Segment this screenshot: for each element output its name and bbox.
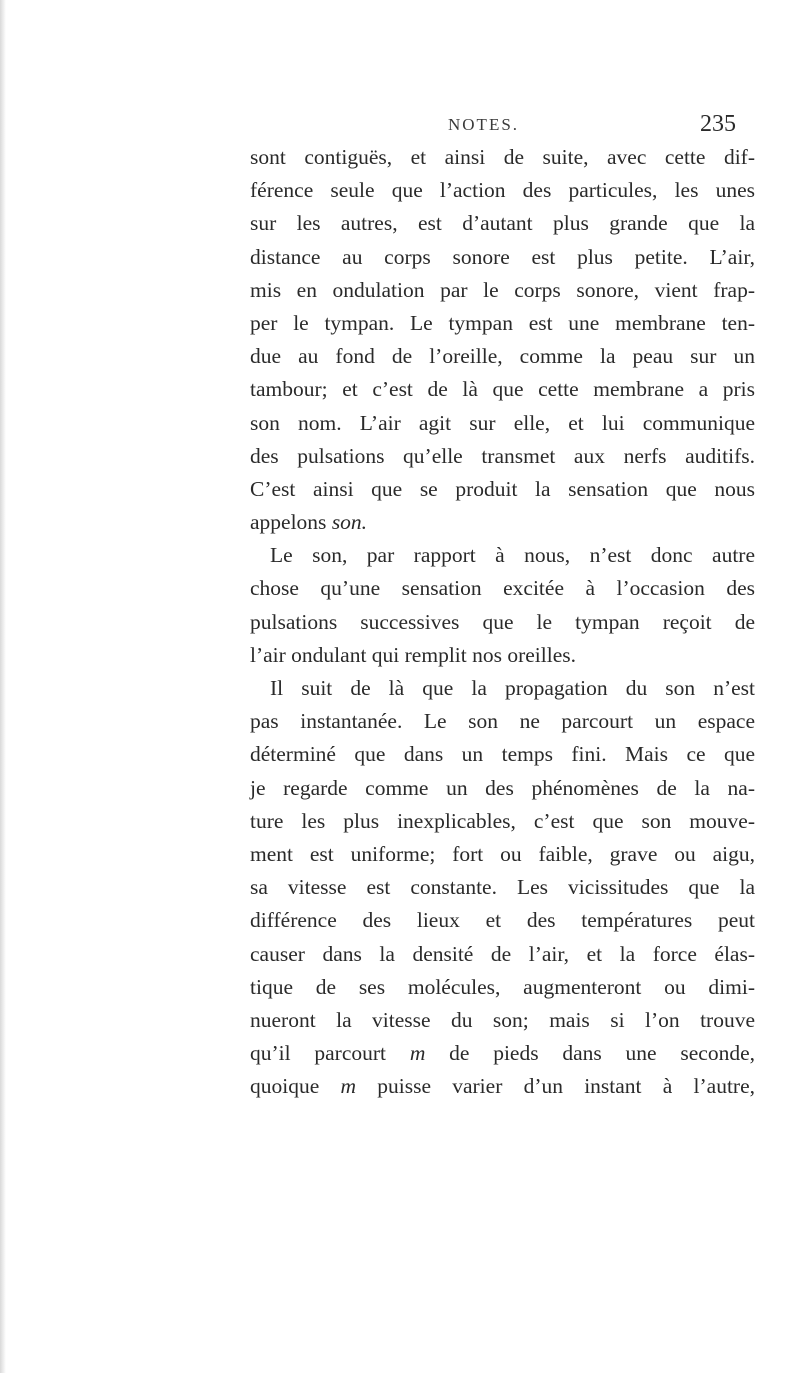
text-line: férence seule que l’action des particules, les unes [250,178,755,203]
text-fragment: quoique [250,1074,341,1099]
running-head-title: NOTES. [448,115,520,134]
text-line: son nom. L’air agit sur elle, et lui communique [250,410,755,435]
text-fragment: de pieds dans une seconde, [425,1041,755,1066]
text-line: distance au corps sonore est plus petite. L’air, [250,244,755,269]
text-line: différence des lieux et des températures peut [250,908,755,933]
text-line [250,506,755,539]
text-fragment: puisse varier d’un instant à l’autre, [356,1074,755,1099]
italic-variable-m: m [409,1041,426,1066]
italic-variable-m: m [340,1074,357,1099]
page-number: 235 [700,111,736,137]
text-line: Il suit de là que la propagation du son n’est [270,676,755,700]
text-line: per le tympan. Le tympan est une membrane ten- [250,310,755,335]
text-fragment: qu’il parcourt [250,1041,410,1066]
text-line: tique de ses molécules, augmenteront ou dimi- [250,974,755,999]
text-line: tambour; et c’est de là que cette membrane a pris [250,377,755,402]
text-line: l’air ondulant qui remplit nos oreilles. [250,642,577,667]
text-line: ture les plus inexplicables, c’est que son mouve- [250,808,755,833]
running-head [200,113,750,143]
text-line: sur les autres, est d’autant plus grande que la [250,211,755,236]
text-line: des pulsations qu’elle transmet aux nerfs auditifs. [250,443,755,468]
text-line: nueront la vitesse du son; mais si l’on trouve [250,1007,755,1032]
italic-term-son: son. [331,510,368,535]
text-line: sont contiguës, et ainsi de suite, avec cette dif- [250,145,755,169]
text-line: due au fond de l’oreille, comme la peau sur un [250,344,755,369]
text-line: pulsations successives que le tympan reçoit de [250,609,755,634]
text-line [250,1037,755,1070]
text-line: pas instantanée. Le son ne parcourt un espace [250,709,755,734]
text-fragment: appelons [250,510,332,535]
body-text [250,141,755,1103]
text-line: sa vitesse est constante. Les vicissitudes que la [250,875,755,900]
text-line: mis en ondulation par le corps sonore, vient frap- [250,277,755,302]
text-line: je regarde comme un des phénomènes de la na- [250,775,755,800]
text-line: chose qu’une sensation excitée à l’occasion des [250,576,755,601]
text-line: causer dans la densité de l’air, et la force élas- [250,941,755,966]
text-line: déterminé que dans un temps fini. Mais ce que [250,742,755,767]
text-line: C’est ainsi que se produit la sensation que nous [250,476,755,501]
text-line: Le son, par rapport à nous, n’est donc autre [270,543,755,568]
text-line: ment est uniforme; fort ou faible, grave ou aigu, [250,841,755,866]
text-line [250,1070,755,1103]
